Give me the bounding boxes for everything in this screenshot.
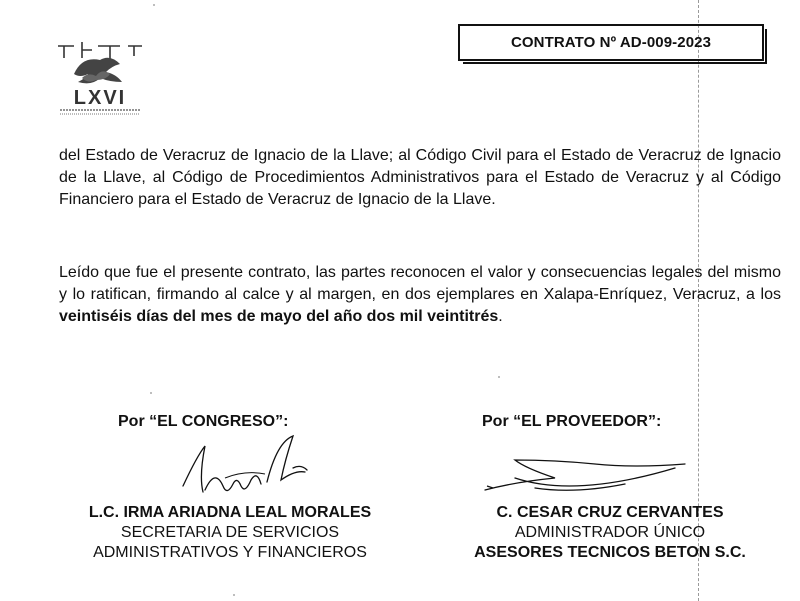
closing-date-text: veintiséis días del mes de mayo del año dos mil veintitrés xyxy=(59,308,499,325)
scan-speck xyxy=(153,4,155,6)
signature-heading-congress: Por “EL CONGRESO”: xyxy=(118,413,289,430)
closing-text-start: Leído que fue el presente contrato, las partes reconocen el valor y consecuencias legales del mismo y lo ratifican, firmando al calce y al margen, en dos ejemplares en Xalapa-Enríquez, Veracruz, a los xyxy=(59,264,781,303)
signatory-title-provider: ADMINISTRADOR ÚNICO xyxy=(514,524,706,541)
signatory-name-provider: C. CESAR CRUZ CERVANTES xyxy=(496,504,724,521)
signatory-title-congress-line1: SECRETARIA DE SERVICIOS xyxy=(120,524,340,541)
logo-lxvi-text: LXVI xyxy=(73,87,127,109)
signatory-provider xyxy=(425,503,795,563)
closing-text-end: . xyxy=(498,308,503,325)
signatory-congress xyxy=(40,503,420,563)
congress-logo xyxy=(52,40,148,122)
scan-speck xyxy=(233,594,235,596)
paragraph-legal-references: del Estado de Veracruz de Ignacio de la Llave; al Código Civil para el Estado de Veracruz de Ignacio de la Llave, al Código de Procedimientos Administrativos para el Estado de Veracruz y al Código Financiero para el Estado de Veracruz de Ignacio de la Llave. xyxy=(59,147,781,208)
provider-company: ASESORES TECNICOS BETON S.C. xyxy=(474,544,746,561)
handwritten-signature-provider xyxy=(475,448,690,508)
scan-speck xyxy=(150,392,152,394)
scan-speck xyxy=(498,376,500,378)
signature-heading-provider: Por “EL PROVEEDOR”: xyxy=(482,413,662,430)
signatory-name-congress: L.C. IRMA ARIADNA LEAL MORALES xyxy=(88,504,372,521)
contract-number-box xyxy=(458,24,764,61)
contract-number: CONTRATO Nº AD-009-2023 xyxy=(510,34,712,51)
paragraph-closing xyxy=(59,262,781,328)
handwritten-signature-congress xyxy=(175,428,325,508)
signatory-title-congress-line2: ADMINISTRATIVOS Y FINANCIEROS xyxy=(93,544,367,561)
